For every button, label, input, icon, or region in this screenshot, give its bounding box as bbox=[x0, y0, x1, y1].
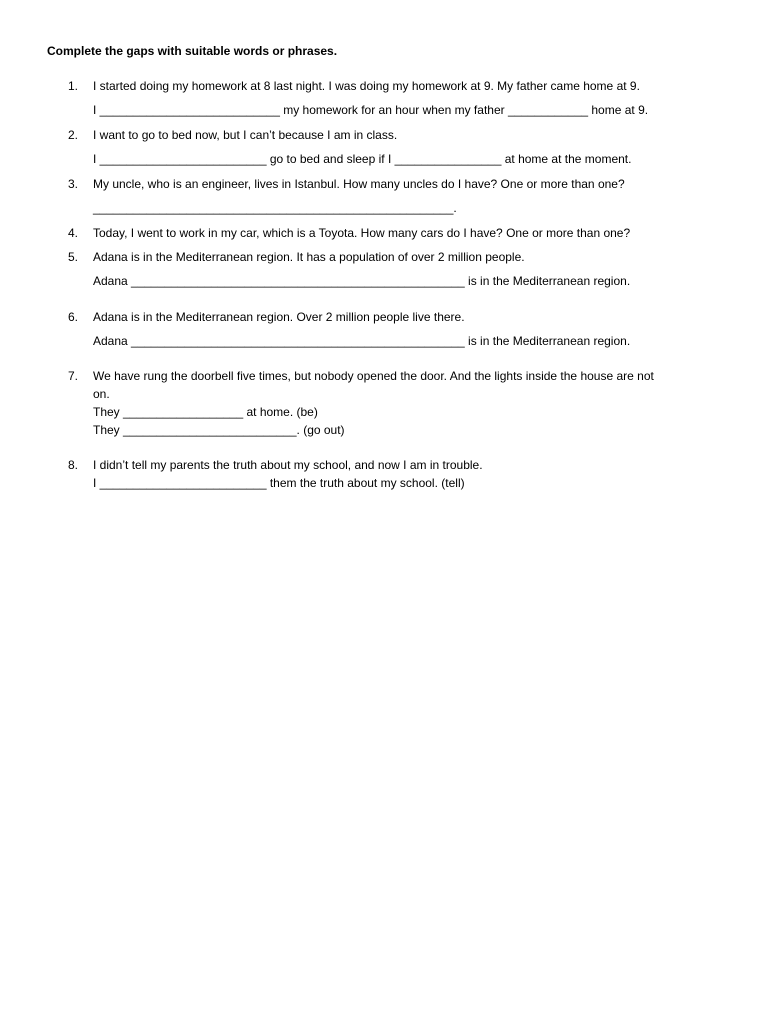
item-3-prompt: My uncle, who is an engineer, lives in Istanbul. How many uncles do I have? One or more than one? bbox=[93, 177, 625, 191]
item-2-prompt: I want to go to bed now, but I can’t because I am in class. bbox=[93, 128, 398, 142]
item-number: 2. bbox=[68, 128, 79, 142]
item-7-prompt: We have rung the doorbell five times, but nobody opened the door. And the lights inside the house are not bbox=[93, 369, 654, 383]
item-number: 5. bbox=[68, 250, 79, 264]
item-8-gap-line: I _________________________ them the truth about my school. (tell) bbox=[93, 476, 465, 490]
item-7-prompt-continued: on. bbox=[93, 387, 110, 401]
item-number: 1. bbox=[68, 79, 79, 93]
item-number: 7. bbox=[68, 369, 79, 383]
item-2-gap-line: I _________________________ go to bed and sleep if I ________________ at home at the moment. bbox=[93, 152, 632, 166]
item-7-gap-line-1: They __________________ at home. (be) bbox=[93, 405, 318, 419]
item-3-gap-line: ______________________________________________________. bbox=[93, 201, 457, 215]
item-1-gap-line: I ___________________________ my homework for an hour when my father ____________ home at 9. bbox=[93, 103, 649, 117]
item-number: 3. bbox=[68, 177, 79, 191]
item-4-prompt: Today, I went to work in my car, which is a Toyota. How many cars do I have? One or more than one? bbox=[93, 226, 631, 240]
item-5-prompt: Adana is in the Mediterranean region. It has a population of over 2 million people. bbox=[93, 250, 525, 264]
worksheet-heading: Complete the gaps with suitable words or phrases. bbox=[47, 44, 338, 58]
item-6-gap-line: Adana __________________________________________________ is in the Mediterranean region. bbox=[93, 334, 631, 348]
item-7-gap-line-2: They __________________________. (go out) bbox=[93, 423, 345, 437]
item-6-prompt: Adana is in the Mediterranean region. Over 2 million people live there. bbox=[93, 310, 465, 324]
item-8-prompt: I didn’t tell my parents the truth about my school, and now I am in trouble. bbox=[93, 458, 483, 472]
item-1-prompt: I started doing my homework at 8 last night. I was doing my homework at 9. My father came home at 9. bbox=[93, 79, 640, 93]
item-number: 6. bbox=[68, 310, 79, 324]
item-5-gap-line: Adana __________________________________________________ is in the Mediterranean region. bbox=[93, 274, 631, 288]
item-number: 8. bbox=[68, 458, 79, 472]
item-number: 4. bbox=[68, 226, 79, 240]
